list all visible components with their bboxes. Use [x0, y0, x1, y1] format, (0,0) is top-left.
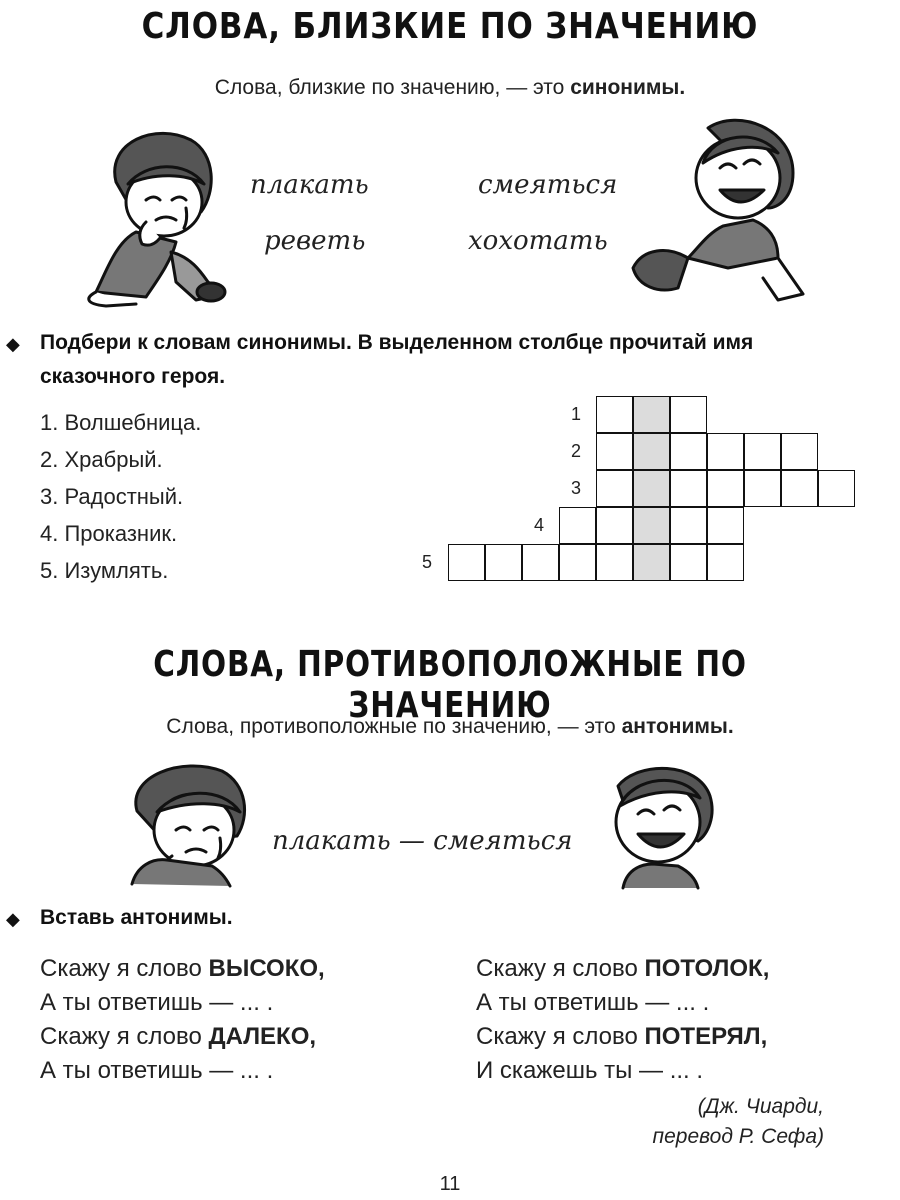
- crossword-cell[interactable]: [707, 507, 744, 544]
- poem-line: [40, 1020, 325, 1054]
- crossword-row-number: 3: [571, 478, 582, 498]
- crossword-row-number: 4: [534, 515, 545, 535]
- definition-prefix: Слова, близкие по значению, — это: [214, 76, 571, 99]
- cursive-antonym-pair: плакать — смеяться: [272, 826, 573, 856]
- task-antonyms: Вставь антонимы.: [40, 906, 233, 929]
- credit-line: (Дж. Чиарди,: [697, 1095, 824, 1118]
- crying-boy-illustration: [76, 122, 228, 307]
- crossword-cell[interactable]: [744, 470, 781, 507]
- definition-term: антонимы.: [621, 715, 734, 738]
- crossword-cell[interactable]: [559, 507, 596, 544]
- poem-line-prefix: Скажу я слово: [476, 955, 645, 982]
- cursive-word-khokhotat: хохотать: [468, 226, 608, 256]
- clue-item: 5. Изумлять.: [40, 558, 169, 583]
- section-title-antonyms: СЛОВА, ПРОТИВОПОЛОЖНЫЕ ПО ЗНАЧЕНИЮ: [153, 644, 747, 726]
- cursive-word-plakat: плакать: [250, 170, 369, 200]
- antonyms-definition: [0, 715, 900, 739]
- poem-keyword: ПОТЕРЯЛ,: [644, 1023, 768, 1050]
- poem-line: [476, 952, 769, 986]
- crossword-cell[interactable]: [707, 470, 744, 507]
- crossword-cell-highlighted[interactable]: [633, 470, 670, 507]
- crossword-cell-highlighted[interactable]: [633, 544, 670, 581]
- crossword-cell[interactable]: [744, 433, 781, 470]
- laughing-boy-illustration: [628, 108, 808, 308]
- crossword-cell-highlighted[interactable]: [633, 396, 670, 433]
- cursive-word-revet: реветь: [264, 226, 366, 256]
- task-synonyms-line2: сказочного героя.: [40, 365, 226, 388]
- section-title-synonyms: СЛОВА, БЛИЗКИЕ ПО ЗНАЧЕНИЮ: [141, 6, 759, 47]
- crossword-row-number: 5: [422, 552, 433, 572]
- task-synonyms: [40, 326, 753, 394]
- crossword-cell[interactable]: [485, 544, 522, 581]
- poem-credit: [653, 1092, 824, 1152]
- laughing-boy-illustration: [598, 756, 718, 888]
- synonyms-definition: [0, 76, 900, 100]
- crossword-cell[interactable]: [670, 433, 707, 470]
- crossword-cell[interactable]: [670, 544, 707, 581]
- poem-left-column: [40, 952, 325, 1088]
- crossword-cell[interactable]: [670, 507, 707, 544]
- crossword-cell[interactable]: [781, 470, 818, 507]
- poem-keyword: ПОТОЛОК,: [644, 955, 770, 982]
- poem-line: А ты ответишь — ... .: [40, 989, 274, 1016]
- diamond-bullet-icon: ◆: [6, 334, 20, 355]
- poem-line: А ты ответишь — ... .: [476, 989, 710, 1016]
- crossword-cell-highlighted[interactable]: [633, 507, 670, 544]
- definition-prefix: Слова, противоположные по значению, — это: [166, 715, 622, 738]
- clue-item: 3. Радостный.: [40, 484, 184, 509]
- crossword-cell[interactable]: [522, 544, 559, 581]
- crossword-cell[interactable]: [818, 470, 855, 507]
- definition-term: синонимы.: [570, 76, 686, 99]
- crossword-cell[interactable]: [448, 544, 485, 581]
- poem-keyword: ВЫСОКО,: [208, 955, 325, 982]
- crossword-row-number: 1: [571, 404, 582, 424]
- poem-right-column: [476, 952, 769, 1088]
- poem-keyword: ДАЛЕКО,: [208, 1023, 317, 1050]
- clue-item: 4. Проказник.: [40, 521, 178, 546]
- crossword-cell[interactable]: [670, 470, 707, 507]
- crossword-row-number: 2: [571, 441, 582, 461]
- crossword-cell[interactable]: [596, 544, 633, 581]
- poem-line: И скажешь ты — ... .: [476, 1057, 704, 1084]
- crossword-cell[interactable]: [596, 396, 633, 433]
- crossword-cell-highlighted[interactable]: [633, 433, 670, 470]
- crossword-cell[interactable]: [596, 433, 633, 470]
- crossword-cell[interactable]: [781, 433, 818, 470]
- task-synonyms-line1: Подбери к словам синонимы. В выделенном столбце прочитай имя: [40, 331, 754, 354]
- diamond-bullet-icon: ◆: [6, 909, 20, 930]
- crying-boy-illustration: [112, 756, 254, 886]
- page-number: 11: [439, 1173, 461, 1195]
- poem-line-prefix: Скажу я слово: [40, 1023, 209, 1050]
- poem-line-prefix: Скажу я слово: [40, 955, 209, 982]
- crossword-cell[interactable]: [596, 470, 633, 507]
- crossword-cell[interactable]: [707, 433, 744, 470]
- poem-line: А ты ответишь — ... .: [40, 1057, 274, 1084]
- crossword-cell[interactable]: [707, 544, 744, 581]
- crossword-cell[interactable]: [670, 396, 707, 433]
- crossword-clues: [40, 404, 201, 589]
- poem-line: [40, 952, 325, 986]
- cursive-word-smeyatsya: смеяться: [478, 170, 618, 200]
- credit-line: перевод Р. Сефа): [652, 1125, 824, 1148]
- crossword-cell[interactable]: [596, 507, 633, 544]
- clue-item: 1. Волшебница.: [40, 410, 202, 435]
- crossword-cell[interactable]: [559, 544, 596, 581]
- clue-item: 2. Храбрый.: [40, 447, 163, 472]
- poem-line: [476, 1020, 769, 1054]
- poem-line-prefix: Скажу я слово: [476, 1023, 645, 1050]
